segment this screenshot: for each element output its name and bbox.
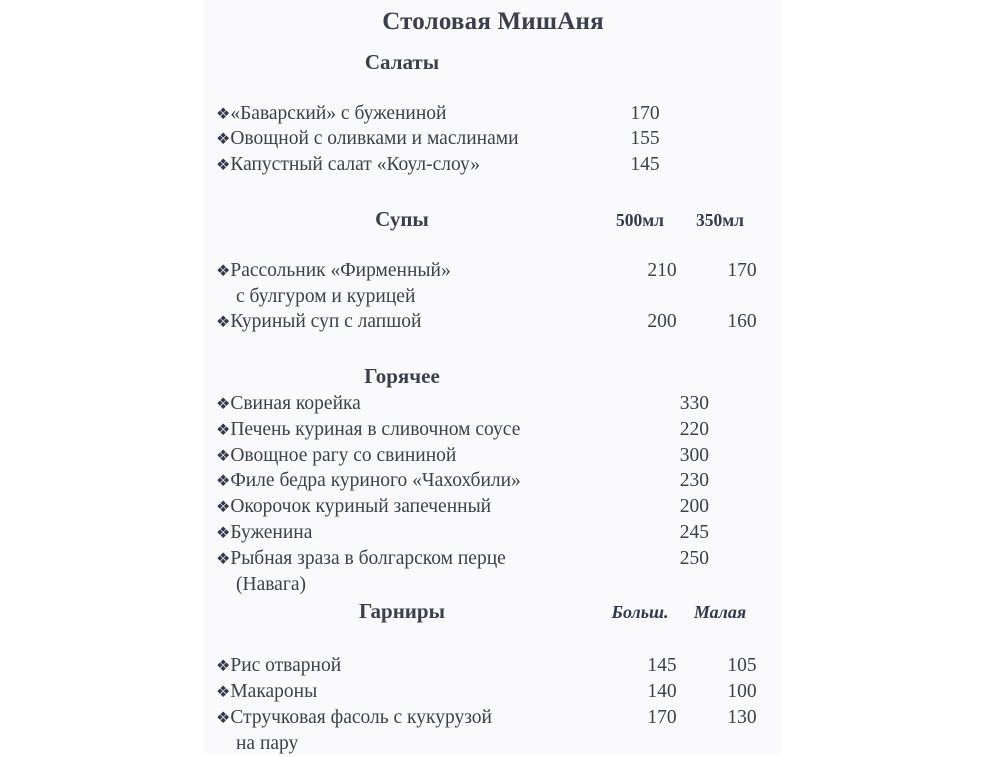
bullet-icon: ❖ [216,395,231,413]
menu-document [204,0,782,753]
menu-item-price: 170 [630,102,660,124]
menu-item-name: Куриный суп с лапшой [230,311,422,333]
menu-item [204,705,782,731]
menu-item-price: 230 [679,470,709,492]
section-header-salads [204,49,782,76]
menu-item-name: Рис отварной [230,655,342,677]
section-header-sides [204,598,782,625]
menu-item [204,679,782,705]
menu-item-price: 200 [679,496,709,518]
section-title-salads: Салаты [364,50,440,75]
menu-item-price-large: 140 [647,681,677,703]
menu-item [204,494,782,520]
menu-item-price-large: 170 [647,707,677,729]
menu-item-name: Свиная корейка [230,392,361,414]
menu-item-price: 245 [679,522,709,544]
bullet-icon: ❖ [216,157,231,175]
bullet-icon: ❖ [216,314,231,332]
section-header-soups [204,206,782,233]
menu-item-price: 300 [679,444,709,466]
menu-item-name: Рыбная зраза в болгарском перце [230,548,506,570]
column-header-small: 350мл [696,210,744,231]
bullet-icon: ❖ [216,131,231,149]
menu-item [204,546,782,572]
menu-item [204,101,782,127]
menu-item-name: Капустный салат «Коул-слоу» [230,154,480,176]
bullet-icon: ❖ [216,710,231,728]
menu-item-price-small: 100 [727,681,757,703]
section-title-soups: Супы [375,207,429,232]
section-header-hot [204,363,782,390]
menu-item-name: «Баварский» с бужениной [230,102,447,124]
menu-item-name: Окорочок куриный запеченный [230,496,492,518]
bullet-icon: ❖ [216,658,231,676]
menu-item-name: Овощное рагу со свининой [230,444,457,466]
section-items-sides [204,653,782,757]
menu-item [204,391,782,417]
menu-item-continuation: (Навага) [236,574,306,596]
menu-item-name: Овощной с оливками и маслинами [230,128,519,150]
menu-item-price-large: 210 [647,259,677,281]
bullet-icon: ❖ [216,473,231,491]
menu-item [204,417,782,443]
menu-item-price-small: 130 [727,707,757,729]
column-header-small: Малая [693,602,747,623]
menu-item-continuation: с булгуром и курицей [236,285,416,307]
menu-item [204,152,782,178]
bullet-icon: ❖ [216,447,231,465]
section-items-soups [204,258,782,336]
section-title-sides: Гарниры [359,599,445,624]
bullet-icon: ❖ [216,551,231,569]
menu-item-price: 155 [630,128,660,150]
bullet-icon: ❖ [216,105,231,123]
menu-item-price-small: 170 [727,259,757,281]
menu-item-name: Стручковая фасоль с кукурузой [230,707,492,729]
bullet-icon: ❖ [216,262,231,280]
menu-item [204,309,782,335]
bullet-icon: ❖ [216,499,231,517]
menu-item-price: 220 [679,418,709,440]
menu-item [204,258,782,284]
menu-item-continuation: на пару [236,733,299,755]
section-items-hot [204,391,782,598]
menu-item-price: 145 [630,154,660,176]
menu-item-name: Рассольник «Фирменный» [230,259,451,281]
menu-item [204,126,782,152]
page-title: Столовая МишАня [382,8,604,35]
menu-item-name: Филе бедра куриного «Чахохбили» [230,470,521,492]
bullet-icon: ❖ [216,525,231,543]
section-title-hot: Горячее [364,364,440,389]
menu-item [204,520,782,546]
menu-item-price-large: 200 [647,311,677,333]
menu-item-price: 250 [679,548,709,570]
menu-item [204,468,782,494]
menu-item-price-large: 145 [647,655,677,677]
menu-item-price-small: 160 [727,311,757,333]
menu-item-name: Печень куриная в сливочном соусе [230,418,521,440]
column-header-large: 500мл [616,210,664,231]
menu-item-price: 330 [679,392,709,414]
menu-item [204,443,782,469]
section-items-salads [204,101,782,179]
menu-item-price-small: 105 [727,655,757,677]
menu-item-name: Макароны [230,681,318,703]
bullet-icon: ❖ [216,684,231,702]
bullet-icon: ❖ [216,421,231,439]
menu-item-name: Буженина [230,522,313,544]
column-header-large: Больш. [611,602,669,623]
menu-item [204,653,782,679]
